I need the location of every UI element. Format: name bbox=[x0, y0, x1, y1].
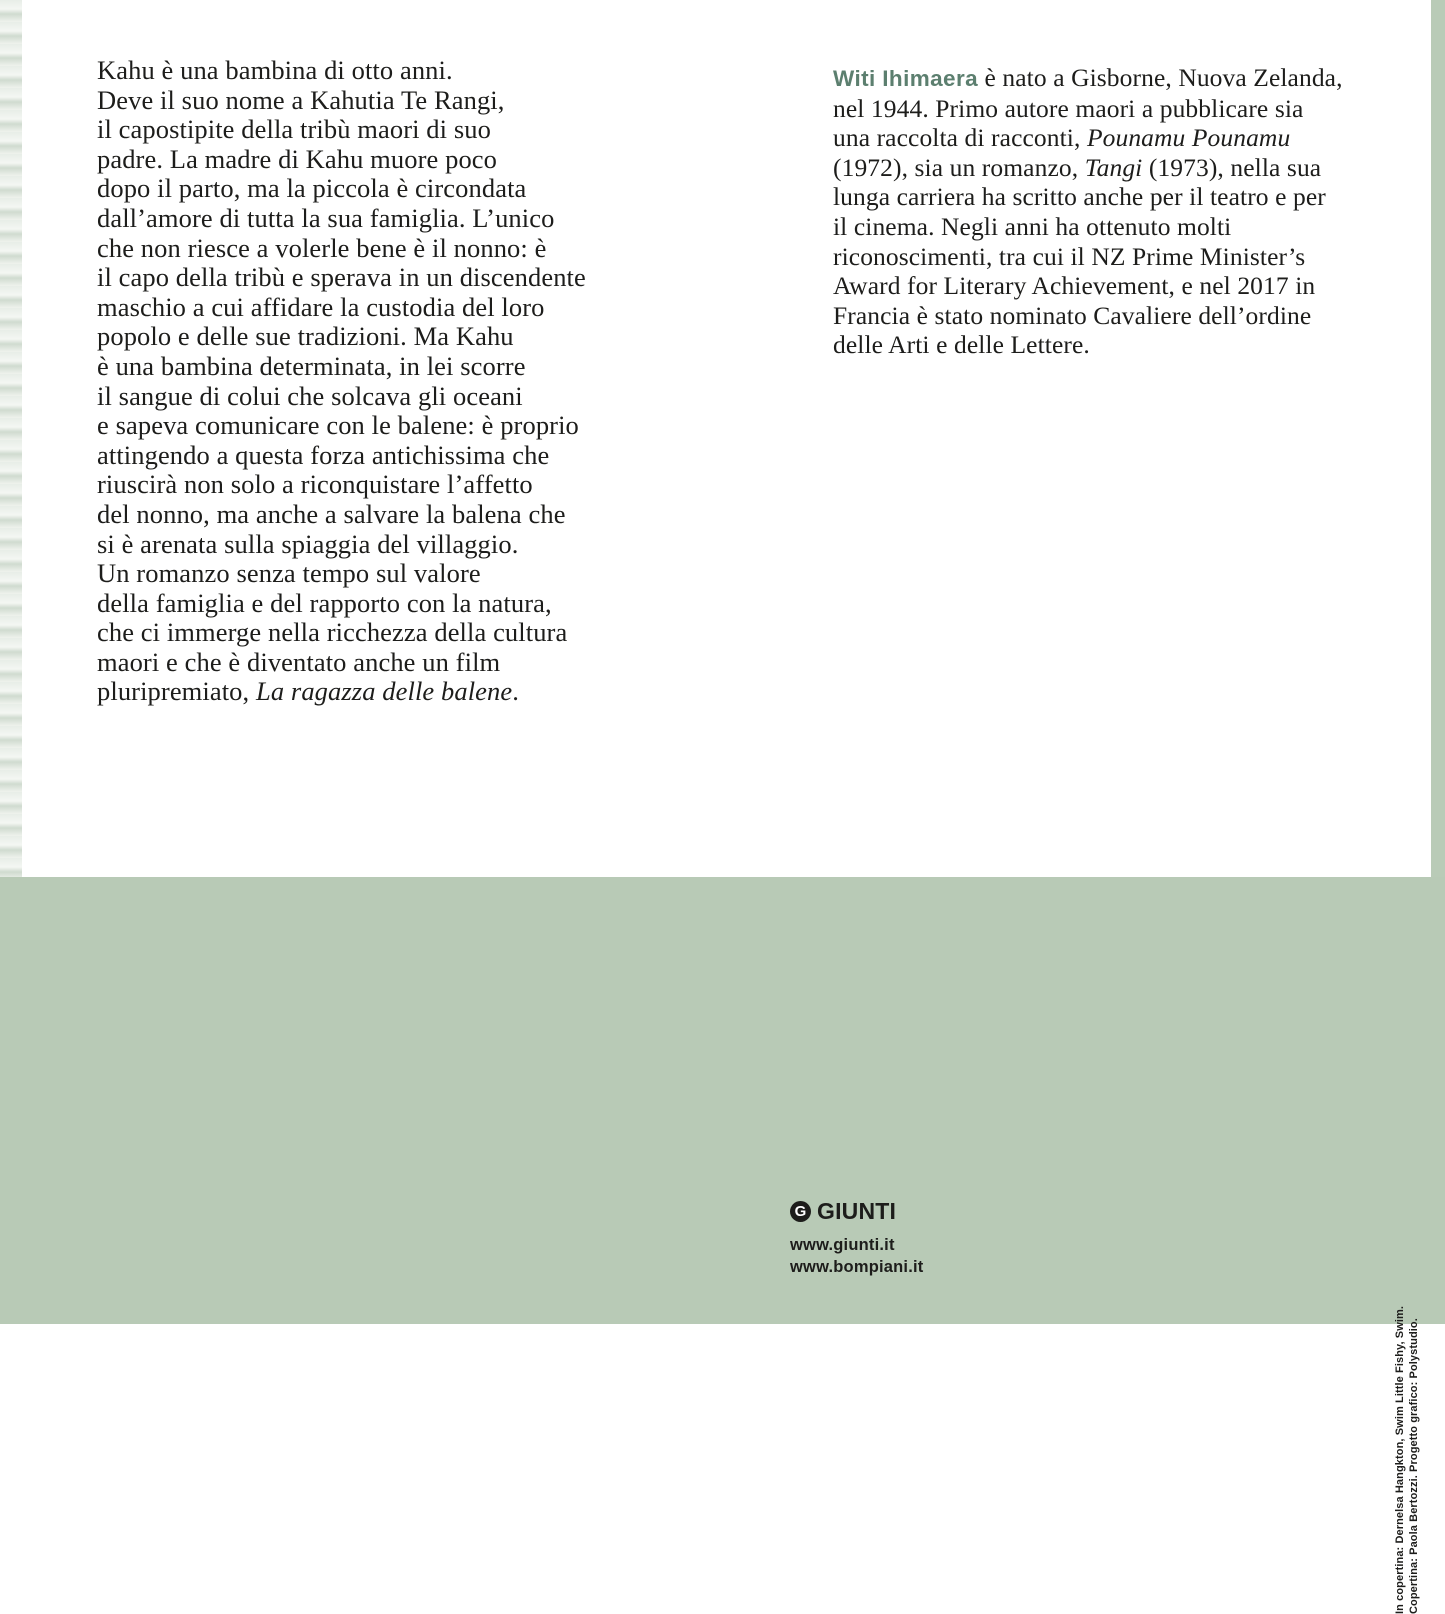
blurb-line: e sapeva comunicare con le balene: è proprio bbox=[97, 410, 579, 441]
blurb-line: riuscirà non solo a riconquistare l’affetto bbox=[97, 469, 533, 500]
publisher-name: GIUNTI bbox=[817, 1198, 897, 1224]
blurb-line: il sangue di colui che solcava gli oceani bbox=[97, 380, 523, 411]
cover-credits bbox=[1393, 1294, 1421, 1614]
blurb-line: maori e che è diventato anche un film bbox=[97, 646, 501, 677]
giunti-circle-icon: G bbox=[790, 1201, 811, 1222]
blurb-line: dall’amore di tutta la sua famiglia. L’unico bbox=[97, 202, 555, 233]
blurb-line: il capostipite della tribù maori di suo bbox=[97, 114, 491, 145]
blurb-line: che non riesce a volerle bene è il nonno: è bbox=[97, 232, 547, 263]
right-edge-band bbox=[1431, 0, 1445, 877]
author-bio-part-1: è nato a Gisborne, Nuova Zelanda, nel 1944. Primo autore maori a pubblicare sia una raccolta di racconti, bbox=[833, 63, 1343, 153]
spine-edge-texture bbox=[0, 0, 22, 877]
blurb-line: Kahu è una bambina di otto anni. bbox=[97, 55, 453, 85]
publisher-logo bbox=[790, 1198, 1090, 1225]
blurb-line: è una bambina determinata, in lei scorre bbox=[97, 350, 526, 381]
blurb-line: padre. La madre di Kahu muore poco bbox=[97, 143, 498, 174]
blurb-final-line bbox=[97, 677, 607, 707]
work-title-1: Pounamu Pounamu bbox=[1086, 123, 1291, 153]
blurb-line: dopo il parto, ma la piccola è circondata bbox=[97, 173, 527, 204]
blurb-line: popolo e delle sue tradizioni. Ma Kahu bbox=[97, 321, 514, 352]
blurb-line: che ci immerge nella ricchezza della cultura bbox=[97, 617, 568, 648]
author-bio-part-3: (1973), nella sua lunga carriera ha scritto anche per il teatro e per il cinema. Negli anni ha ottenuto molti riconoscimenti, tra cui il NZ Prime Minister’s Award for Literary Achievement, e nel 2017 in Francia è stato nominato Cavaliere dell’ordine delle Arti e delle Lettere. bbox=[833, 152, 1326, 360]
blurb-final-suffix: . bbox=[512, 676, 519, 707]
bottom-green-panel bbox=[0, 877, 1445, 1324]
author-bio-part-2: (1972), sia un romanzo, bbox=[833, 152, 1085, 182]
film-title: La ragazza delle balene bbox=[256, 676, 513, 707]
blurb-line: si è arenata sulla spiaggia del villaggio. bbox=[97, 528, 519, 559]
blurb-final-prefix: pluripremiato, bbox=[97, 676, 256, 707]
publisher-url-bompiani[interactable]: www.bompiani.it bbox=[790, 1258, 924, 1276]
author-bio bbox=[833, 63, 1345, 360]
blurb-line: Deve il suo nome a Kahutia Te Rangi, bbox=[97, 84, 505, 115]
blurb-line: del nonno, ma anche a salvare la balena che bbox=[97, 498, 566, 529]
credits-line-1: In copertina: Dernelsa Hangkton, Swim Little Fishy, Swim. bbox=[1394, 1305, 1406, 1614]
author-bio-paragraph bbox=[833, 63, 1345, 360]
work-title-2: Tangi bbox=[1084, 152, 1143, 182]
blurb-line: della famiglia e del rapporto con la natura, bbox=[97, 587, 552, 618]
book-blurb bbox=[97, 56, 607, 707]
author-name: Witi Ihimaera bbox=[833, 66, 979, 91]
blurb-line: attingendo a questa forza antichissima che bbox=[97, 439, 550, 470]
blurb-line: Un romanzo senza tempo sul valore bbox=[97, 558, 481, 589]
blurb-line: maschio a cui affidare la custodia del loro bbox=[97, 291, 545, 322]
publisher-url-giunti[interactable]: www.giunti.it bbox=[790, 1236, 895, 1254]
publisher-block bbox=[790, 1198, 1090, 1277]
credits-line-2: Copertina: Paola Bertozzi. Progetto grafico: Polystudio. bbox=[1408, 1318, 1420, 1614]
blurb-line: il capo della tribù e sperava in un discendente bbox=[97, 262, 586, 293]
